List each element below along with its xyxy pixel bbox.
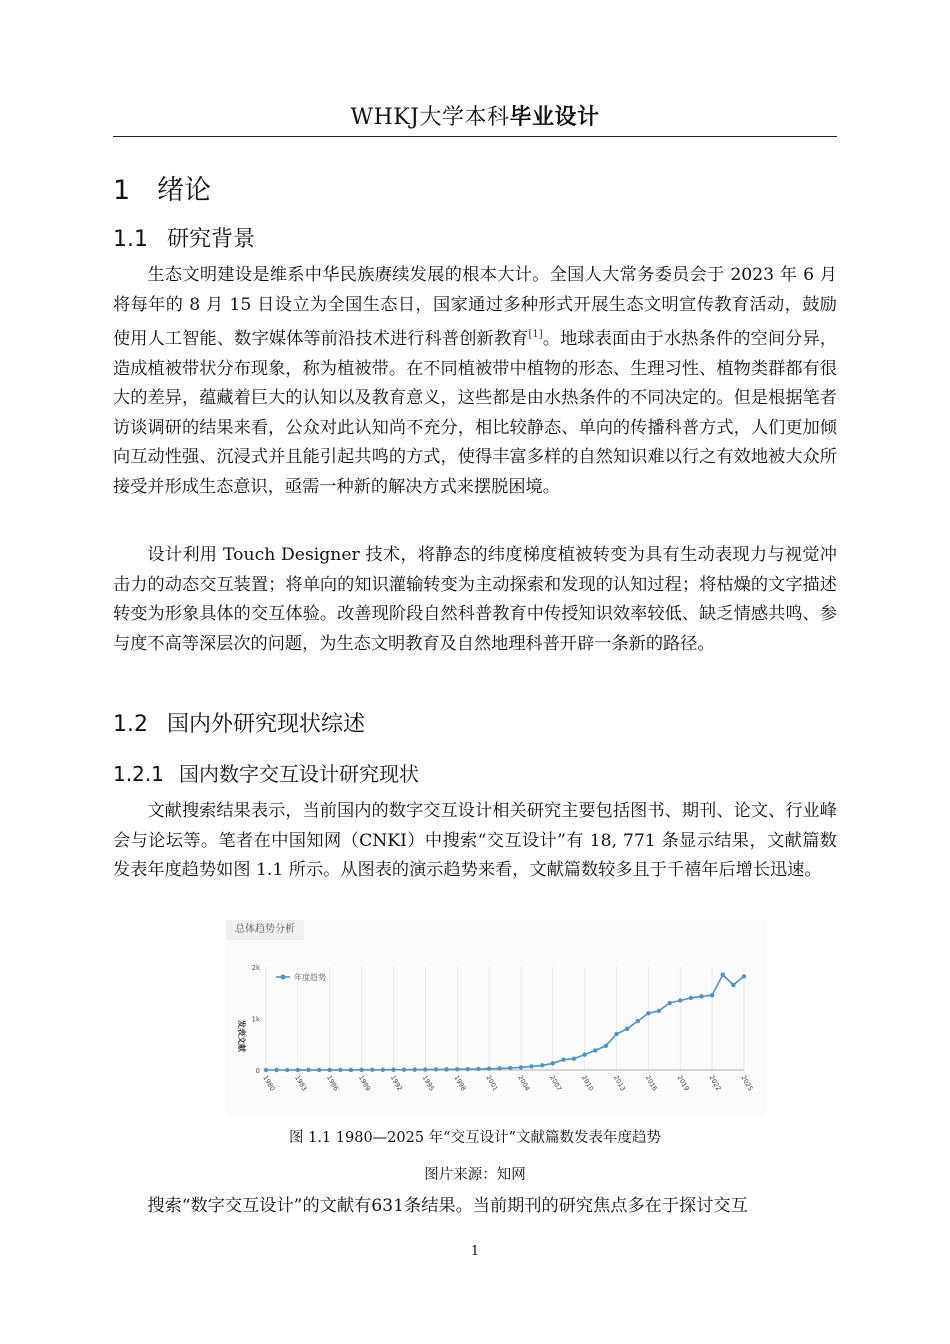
paragraph-1 <box>113 261 837 502</box>
chapter-title: 绪论 <box>157 175 211 206</box>
x-tick-label: 2025 <box>739 1074 755 1093</box>
chapter-number: 1 <box>113 175 131 206</box>
x-tick-label: 1983 <box>293 1074 309 1093</box>
data-point <box>636 1019 640 1023</box>
x-tick-label: 1995 <box>420 1074 436 1093</box>
x-tick-label: 2019 <box>675 1074 691 1093</box>
data-point <box>561 1058 565 1062</box>
y-tick-label: 0 <box>255 1067 260 1075</box>
data-point <box>413 1067 417 1071</box>
x-tick-label: 1980 <box>261 1074 277 1093</box>
header-title-plain: WHKJ大学本科 <box>350 105 510 130</box>
data-point <box>731 983 735 987</box>
data-point <box>519 1065 523 1069</box>
section-heading-1-1 <box>113 222 255 253</box>
header-title-bold: 毕业设计 <box>509 105 600 130</box>
data-point <box>349 1068 353 1072</box>
chart-title: 总体趋势分析 <box>226 920 304 940</box>
y-axis-label: 发表文献 <box>237 1020 246 1052</box>
page-number: 1 <box>470 1244 480 1259</box>
header-rule <box>113 136 837 137</box>
paragraph-3: 文献搜索结果表示，当前国内的数字交互设计相关研究主要包括图书、期刊、论文、行业峰会与论坛等。笔者在中国知网（CNKI）中搜索“交互设计”有 18, 771 条显示结果，文献篇数发表年度趋势如图 1.1 所示。从图表的演示趋势来看，文献篇数较多且于千禧年后增长迅速。 <box>113 801 837 880</box>
subsection-title: 国内数字交互设计研究现状 <box>179 762 419 786</box>
data-point <box>508 1066 512 1070</box>
data-point <box>391 1068 395 1072</box>
data-point <box>593 1048 597 1052</box>
paragraph-4: 搜索“数字交互设计”的文献有631条结果。当前期刊的研究焦点多在于探讨交互 <box>147 1196 748 1216</box>
figure-caption: 图 1.1 1980—2025 年“交互设计”文献篇数发表年度趋势 <box>288 1130 661 1146</box>
section-title: 国内外研究现状综述 <box>167 712 366 737</box>
data-point <box>604 1044 608 1048</box>
data-point <box>328 1068 332 1072</box>
y-tick-label: 2k <box>251 964 260 972</box>
section-number: 1.2 <box>113 712 148 737</box>
data-point <box>646 1011 650 1015</box>
x-tick-label: 2004 <box>516 1074 532 1093</box>
section-title: 研究背景 <box>167 227 256 252</box>
x-tick-label: 1989 <box>356 1074 373 1093</box>
x-tick-label: 2007 <box>548 1074 564 1093</box>
citation-marker: [1] <box>528 329 543 340</box>
paragraph-1-text-b: 。地球表面由于水热条件的空间分异，造成植被带状分布现象，称为植被带。在不同植被带中植物的形态、生理习性、植物类群都有很大的差异，蕴藏着巨大的认知以及教育意义，这些都是由水热条件的不同决定的。但是根据笔者访谈调研的结果来看，公众对此认知尚不充分，相比较静态、单向的传播科普方式，人们更加倾向互动性强、沉浸式并且能引起共鸣的方式，使得丰富多样的自然知识难以行之有效地被大众所接受并形成生态意识，亟需一种新的解决方式来摆脱困境。 <box>113 329 837 497</box>
chapter-heading <box>113 168 211 207</box>
subsection-number: 1.2.1 <box>113 762 164 786</box>
data-point <box>444 1067 448 1071</box>
paragraph-1-text-a: 生态文明建设是维系中华民族赓续发展的根本大计。全国人大常务委员会于 2023 年 6 月将每年的 8 月 15 日设立为全国生态日，国家通过多种形式开展生态文明宣传教育活动，鼓励使用人工智能、数字媒体等前沿技术进行科普创新教育 <box>113 265 837 349</box>
trend-line-chart <box>226 920 766 1116</box>
data-point <box>423 1067 427 1071</box>
data-point <box>402 1068 406 1072</box>
paragraph-2: 设计利用 Touch Designer 技术，将静态的纬度梯度植被转变为具有生动表现力与视觉冲击力的动态交互装置；将单向的知识灌输转变为主动探索和发现的认知过程；将枯燥的文字描述转变为形象具体的交互体验。改善现阶段自然科普教育中传授知识效率较低、缺乏情感共鸣、参与度不高等深层次的问题，为生态文明教育及自然地理科普开辟一条新的路径。 <box>113 545 837 654</box>
data-point <box>466 1067 470 1071</box>
data-point <box>338 1068 342 1072</box>
x-tick-label: 1986 <box>325 1074 341 1093</box>
data-point <box>285 1068 289 1072</box>
x-tick-label: 2022 <box>707 1074 723 1093</box>
data-point <box>572 1056 576 1060</box>
data-point <box>742 974 746 978</box>
data-point <box>678 998 682 1002</box>
x-tick-label: 1998 <box>452 1074 468 1093</box>
y-tick-label: 1k <box>251 1015 260 1024</box>
data-point <box>487 1067 491 1071</box>
data-point <box>721 973 725 977</box>
data-point <box>582 1052 586 1056</box>
x-tick-label: 1992 <box>388 1074 404 1093</box>
data-point <box>274 1068 278 1072</box>
data-point <box>540 1063 544 1067</box>
data-point <box>434 1067 438 1071</box>
data-point <box>381 1068 385 1072</box>
data-point <box>625 1027 629 1031</box>
data-point <box>455 1067 459 1071</box>
x-tick-label: 2013 <box>611 1074 628 1093</box>
data-point <box>699 994 703 998</box>
data-point <box>667 1001 671 1005</box>
running-header <box>113 100 837 131</box>
section-heading-1-2 <box>113 707 365 738</box>
data-point <box>370 1068 374 1072</box>
x-tick-label: 2016 <box>643 1074 659 1093</box>
data-point <box>497 1066 501 1070</box>
data-point <box>306 1068 310 1072</box>
data-point <box>614 1032 618 1036</box>
data-point <box>296 1068 300 1072</box>
data-point <box>689 996 693 1000</box>
section-number: 1.1 <box>113 227 148 252</box>
x-tick-label: 2001 <box>484 1074 500 1093</box>
data-point <box>551 1061 555 1065</box>
data-point <box>529 1064 533 1068</box>
figure-source: 图片来源：知网 <box>424 1167 526 1183</box>
data-point <box>317 1068 321 1072</box>
series-line <box>266 975 744 1070</box>
data-point <box>657 1009 661 1013</box>
subsection-heading-1-2-1 <box>113 758 419 787</box>
legend-label: 年度趋势 <box>294 973 326 982</box>
figure-1-1 <box>226 920 766 1116</box>
data-point <box>710 993 714 997</box>
x-tick-label: 2010 <box>579 1074 596 1093</box>
data-point <box>359 1068 363 1072</box>
legend-swatch-dot <box>281 975 286 980</box>
data-point <box>264 1068 268 1072</box>
data-point <box>476 1067 480 1071</box>
